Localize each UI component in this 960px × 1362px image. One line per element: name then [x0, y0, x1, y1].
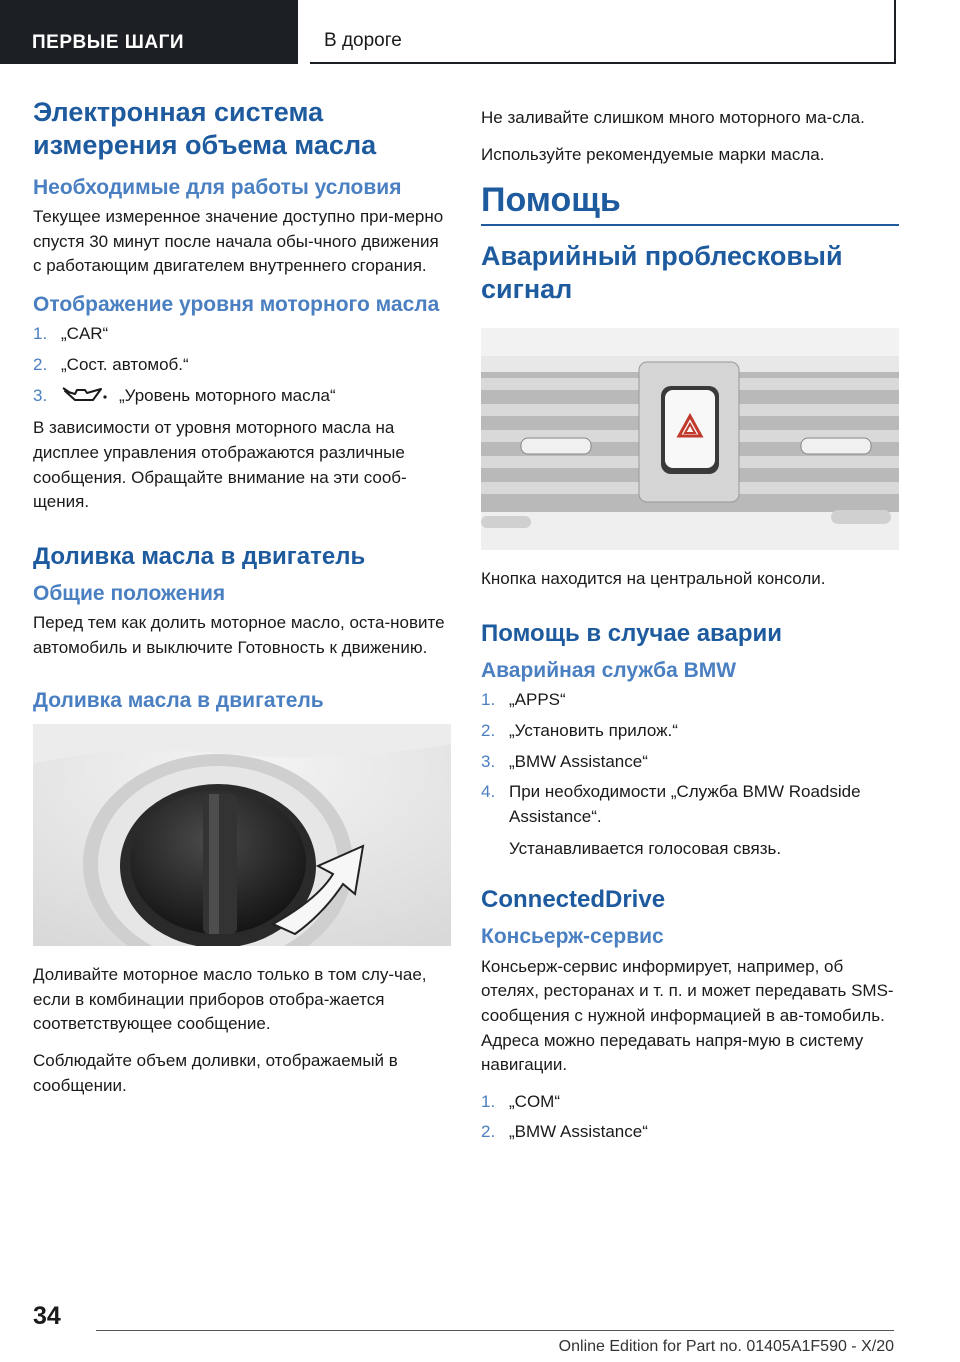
hazard-title: Аварийный проблесковый сигнал: [481, 241, 843, 305]
accident-title: Помощь в случае аварии: [481, 619, 783, 647]
hazard-caption: Кнопка находится на центральной консоли.: [481, 569, 826, 589]
edition-text: Online Edition for Part no. 01405A1F590 - X/20: [558, 1338, 894, 1355]
list-item: [481, 719, 899, 744]
list-item: [481, 780, 899, 862]
step-number: 1.: [481, 690, 496, 710]
step-text: „COM“: [509, 1091, 560, 1111]
list-item: [481, 1090, 899, 1115]
page-number: 34: [33, 1302, 61, 1330]
step-text: „APPS“: [509, 690, 566, 710]
conditions-heading: Необходимые для работы условия: [33, 175, 402, 199]
left-column: [33, 96, 451, 1110]
list-item: [481, 1120, 899, 1145]
display-text: В зависимости от уровня моторного масла на дисплее управления отображаются различные сообщения. Обращайте внимание на эти сооб-щения.: [33, 418, 407, 512]
step-number: 1.: [481, 1091, 496, 1111]
step-text: „Уровень моторного масла“: [119, 385, 336, 405]
step-number: 1.: [33, 324, 48, 344]
display-heading: Отображение уровня моторного масла: [33, 293, 440, 317]
concierge-text: Консьерж-сервис информирует, например, об отелях, ресторанах и т. п. и может передавать SMS-сообщения с нужной информацией в ав-томобиль. Адреса можно передавать напря-мую в систему навигации.: [481, 956, 894, 1075]
bmw-steps: [481, 688, 899, 862]
intro-text-1: Не заливайте слишком много моторного ма-сла.: [481, 108, 865, 127]
list-item: [481, 750, 899, 775]
footer-divider: [96, 1330, 894, 1331]
step-number: 2.: [33, 355, 48, 375]
conditions-text: Текущее измеренное значение доступно при-мерно спустя 30 минут после начала обы-чного движения с работающим двигателем внутреннего сгорания.: [33, 207, 444, 276]
bmw-heading: Аварийная служба BMW: [481, 658, 737, 682]
oil-system-title: Электронная система измерения объема масла: [33, 97, 377, 160]
display-steps: [33, 322, 451, 408]
step-text: „Установить прилож.“: [509, 720, 678, 740]
connecteddrive-title: ConnectedDrive: [481, 886, 666, 914]
step-number: 3.: [481, 751, 496, 771]
step-number: 4.: [481, 782, 496, 802]
chapter-tab: ПЕРВЫЕ ШАГИ: [0, 0, 298, 64]
help-title: Помощь: [481, 181, 899, 226]
topup-text-1: Доливайте моторное масло только в том слу-чае, если в комбинации приборов отобра-жается соответствующее сообщение.: [33, 964, 427, 1034]
step-text: „BMW Assistance“: [509, 1122, 648, 1142]
right-column: [481, 96, 899, 1153]
topup-heading: Доливка масла в двигатель: [33, 688, 324, 712]
oil-filler-cap-image: [33, 724, 451, 946]
list-item: [33, 353, 451, 378]
step-number: 3.: [33, 385, 48, 405]
list-item: [33, 384, 451, 409]
list-item: [481, 688, 899, 713]
step-text: „CAR“: [61, 324, 109, 344]
step-text: При необходимости „Служба BMW Roadside Assistance“.: [509, 782, 861, 826]
general-heading: Общие положения: [33, 582, 226, 606]
oil-can-icon: [61, 384, 109, 404]
step-text: „BMW Assistance“: [509, 751, 648, 771]
topup-title: Доливка масла в двигатель: [33, 542, 366, 570]
concierge-steps: [481, 1090, 899, 1145]
general-text: Перед тем как долить моторное масло, оста-новите автомобиль и выключите Готовность к движению.: [33, 613, 445, 657]
section-tab: В дороге: [310, 0, 896, 64]
intro-text-2: Используйте рекомендуемые марки масла.: [481, 144, 825, 164]
step-note: Устанавливается голосовая связь.: [509, 839, 782, 859]
list-item: [33, 322, 451, 347]
step-text: „Сост. автомоб.“: [61, 355, 189, 375]
topup-text-2: Соблюдайте объем доливки, отображаемый в сообщении.: [33, 1050, 398, 1095]
step-number: 2.: [481, 720, 496, 740]
step-number: 2.: [481, 1122, 496, 1142]
hazard-button-image: [481, 328, 899, 550]
concierge-heading: Консьерж-сервис: [481, 925, 664, 949]
